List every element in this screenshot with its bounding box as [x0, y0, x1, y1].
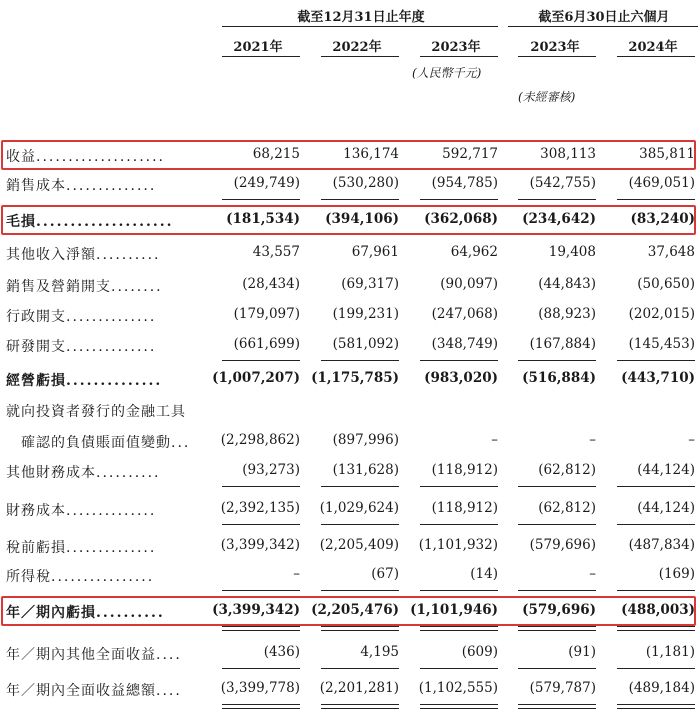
row-label: [6, 500, 156, 520]
value-2024-interim: (489,184): [628, 680, 695, 696]
row-income-tax: [0, 566, 700, 592]
value-2021: (2,392,135): [220, 500, 300, 516]
sum-rule-2021: [222, 668, 300, 669]
double-rule-2024-interim: [617, 704, 695, 709]
value-2023-annual: (954,785): [431, 175, 498, 191]
row-loss-for-period: [0, 602, 700, 628]
value-2021: 43,557: [252, 244, 300, 260]
value-2024-interim: (443,710): [621, 370, 695, 386]
value-2021: –: [293, 566, 300, 582]
value-2023-annual: (90,097): [440, 276, 498, 292]
leader-dots: ..............: [66, 309, 157, 325]
leader-dots: ...: [171, 435, 191, 451]
row-label-text: 確認的負債賬面值變動: [6, 435, 171, 451]
row-label-text: 年／期內其他全面收益: [6, 647, 156, 663]
row-selling-marketing-expenses: [0, 276, 700, 302]
sum-rule-2022: [321, 668, 399, 669]
sum-rule-2021: [222, 524, 300, 525]
sum-rule-2024-interim: [617, 360, 695, 361]
value-2023-annual: 592,717: [442, 146, 498, 162]
row-label: [6, 401, 186, 421]
sum-rule-2023-annual: [420, 360, 498, 361]
value-2021: (2,298,862): [220, 432, 300, 448]
row-label-text: 經營虧損: [6, 373, 66, 389]
year-rule-2022: [321, 56, 399, 57]
value-2024-interim: (169): [658, 566, 695, 582]
value-2023-interim: 19,408: [548, 244, 596, 260]
row-label: [6, 370, 162, 390]
row-administrative-expenses: [0, 306, 700, 332]
value-2023-interim: (516,884): [522, 370, 596, 386]
value-2021: (28,434): [242, 276, 300, 292]
value-2023-interim: (167,884): [529, 336, 596, 352]
value-2023-interim: (542,755): [529, 175, 596, 191]
value-2022: (199,231): [332, 306, 399, 322]
value-2022: (2,201,281): [319, 680, 399, 696]
unaudited-note: (未經審核): [518, 90, 576, 104]
row-rd-expenses: [0, 336, 700, 362]
year-rule-2024: [617, 56, 695, 57]
value-2024-interim: (44,124): [637, 500, 695, 516]
value-2023-annual: (983,020): [424, 370, 498, 386]
double-rule-2021: [222, 704, 300, 709]
value-2024-interim: (487,834): [628, 537, 695, 553]
row-label: [6, 211, 173, 231]
sum-rule-2023-interim: [518, 360, 596, 361]
leader-dots: ..........: [96, 465, 161, 481]
leader-dots: ..............: [66, 540, 157, 556]
value-2023-annual: (609): [461, 644, 498, 660]
sum-rule-2022: [321, 199, 399, 200]
row-label-text: 財務成本: [6, 503, 66, 519]
sum-rule-2022: [321, 486, 399, 487]
row-label: [6, 644, 182, 664]
unit-note: (人民幣千元): [412, 66, 482, 80]
value-2023-interim: –: [589, 432, 596, 448]
annual-period-header: 截至12月31日止年度: [297, 10, 425, 25]
value-2022: (69,317): [341, 276, 399, 292]
interim-period-header: 截至6月30日止六個月: [538, 10, 670, 25]
year-header-2023-annual: 2023年: [431, 40, 481, 55]
leader-dots: ....: [156, 647, 182, 663]
value-2021: (3,399,342): [212, 602, 300, 618]
value-2023-annual: (118,912): [431, 462, 498, 478]
row-label-text: 銷售成本: [6, 178, 66, 194]
double-rule-2021: [222, 626, 300, 631]
value-2022: (581,092): [332, 336, 399, 352]
value-2024-interim: 37,648: [647, 244, 695, 260]
value-2023-annual: (1,102,555): [418, 680, 498, 696]
value-2023-annual: (1,101,932): [418, 537, 498, 553]
value-2023-annual: –: [491, 432, 498, 448]
value-2024-interim: (50,650): [637, 276, 695, 292]
row-total-comprehensive-income: [0, 680, 700, 706]
value-2023-interim: (44,843): [538, 276, 596, 292]
value-2021: 68,215: [252, 146, 300, 162]
sum-rule-2023-annual: [420, 524, 498, 525]
value-2024-interim: (145,453): [628, 336, 695, 352]
sum-rule-2022: [321, 360, 399, 361]
leader-dots: ........: [111, 279, 163, 295]
sum-rule-2023-annual: [420, 668, 498, 669]
leader-dots: ..........: [96, 247, 161, 263]
double-rule-2022: [321, 626, 399, 631]
value-2021: (181,534): [226, 211, 300, 227]
double-rule-2023-interim: [518, 704, 596, 709]
year-header-2021: 2021年: [233, 40, 283, 55]
row-label-text: 年／期內全面收益總額: [6, 683, 156, 699]
value-2023-annual: (247,068): [431, 306, 498, 322]
double-rule-2023-annual: [420, 704, 498, 709]
sum-rule-2023-interim: [518, 199, 596, 200]
row-label-text: 收益: [6, 149, 36, 165]
sum-rule-2023-interim: [518, 486, 596, 487]
row-label: [6, 336, 156, 356]
row-label-text: 研發開支: [6, 339, 66, 355]
sum-rule-2024-interim: [617, 524, 695, 525]
row-financial-instruments-heading: [0, 401, 700, 427]
value-2023-interim: (62,812): [538, 462, 596, 478]
row-operating-loss: [0, 370, 700, 396]
sum-rule-2021: [222, 486, 300, 487]
value-2023-interim: –: [589, 566, 596, 582]
value-2023-interim: (579,696): [529, 537, 596, 553]
value-2023-interim: (88,923): [538, 306, 596, 322]
sum-rule-2024-interim: [617, 199, 695, 200]
leader-dots: ................: [51, 569, 155, 585]
sum-rule-2023-interim: [518, 668, 596, 669]
value-2023-interim: (579,787): [529, 680, 596, 696]
value-2021: (3,399,778): [220, 680, 300, 696]
row-label: [6, 462, 161, 482]
value-2023-annual: (118,912): [431, 500, 498, 516]
leader-dots: ....................: [36, 149, 166, 165]
value-2022: (530,280): [332, 175, 399, 191]
sum-rule-2021: [222, 199, 300, 200]
sum-rule-2024-interim: [617, 590, 695, 591]
row-label: [6, 175, 156, 195]
sum-rule-2023-interim: [518, 590, 596, 591]
row-label-text: 年／期內虧損: [6, 605, 96, 621]
leader-dots: ....: [156, 683, 182, 699]
leader-dots: ..............: [66, 503, 157, 519]
sum-rule-2022: [321, 590, 399, 591]
value-2021: (1,007,207): [212, 370, 300, 386]
value-2023-annual: (362,068): [424, 211, 498, 227]
row-other-finance-costs: [0, 462, 700, 488]
value-2022: (1,175,785): [311, 370, 399, 386]
row-label-text: 銷售及營銷開支: [6, 279, 111, 295]
value-2024-interim: (44,124): [637, 462, 695, 478]
row-label-text: 所得稅: [6, 569, 51, 585]
value-2021: (3,399,342): [220, 537, 300, 553]
sum-rule-2024-interim: [617, 668, 695, 669]
value-2021: (249,749): [233, 175, 300, 191]
value-2023-interim: (91): [568, 644, 596, 660]
leader-dots: ..............: [66, 178, 157, 194]
value-2023-annual: 64,962: [450, 244, 498, 260]
row-finance-costs: [0, 500, 700, 526]
row-label-text: 毛損: [6, 214, 36, 230]
year-header-2023-interim: 2023年: [530, 40, 580, 55]
value-2022: 4,195: [360, 644, 399, 660]
value-2022: (67): [371, 566, 399, 582]
row-label: [6, 306, 156, 326]
row-other-comprehensive-income: [0, 644, 700, 670]
value-2024-interim: (83,240): [630, 211, 695, 227]
value-2022: 136,174: [343, 146, 399, 162]
sum-rule-2021: [222, 590, 300, 591]
row-label: [6, 537, 156, 557]
value-2022: (897,996): [332, 432, 399, 448]
sum-rule-2022: [321, 524, 399, 525]
value-2023-interim: (62,812): [538, 500, 596, 516]
row-label: [6, 680, 182, 700]
value-2024-interim: (1,181): [645, 644, 695, 660]
year-header-2024-interim: 2024年: [628, 40, 678, 55]
annual-header-rule: [222, 26, 498, 27]
value-2023-interim: (579,696): [522, 602, 596, 618]
row-liability-carrying-change: [0, 432, 700, 458]
double-rule-2023-annual: [420, 626, 498, 631]
value-2022: (2,205,476): [311, 602, 399, 618]
row-label-text: 就向投資者發行的金融工具: [6, 404, 186, 420]
value-2021: (436): [263, 644, 300, 660]
value-2024-interim: (469,051): [628, 175, 695, 191]
row-other-income-net: [0, 244, 700, 270]
sum-rule-2023-annual: [420, 590, 498, 591]
interim-header-rule: [508, 26, 698, 27]
row-label: [6, 432, 190, 452]
year-rule-2023a: [420, 56, 498, 57]
sum-rule-2023-annual: [420, 486, 498, 487]
row-revenue: [0, 146, 700, 172]
row-label-text: 行政開支: [6, 309, 66, 325]
value-2022: 67,961: [351, 244, 399, 260]
year-rule-2021: [222, 56, 300, 57]
value-2024-interim: (202,015): [628, 306, 695, 322]
year-header-2022: 2022年: [332, 40, 382, 55]
leader-dots: ..............: [66, 339, 157, 355]
value-2023-annual: (348,749): [431, 336, 498, 352]
value-2021: (179,097): [233, 306, 300, 322]
value-2023-annual: (1,101,946): [410, 602, 498, 618]
leader-dots: ....................: [36, 214, 174, 230]
value-2024-interim: –: [688, 432, 695, 448]
row-cost-of-sales: [0, 175, 700, 201]
row-label: [6, 276, 163, 296]
value-2024-interim: (488,003): [621, 602, 695, 618]
row-label-text: 其他收入淨額: [6, 247, 96, 263]
value-2024-interim: 385,811: [639, 146, 695, 162]
row-label: [6, 566, 154, 586]
value-2023-interim: 308,113: [540, 146, 596, 162]
sum-rule-2024-interim: [617, 486, 695, 487]
value-2022: (131,628): [332, 462, 399, 478]
sum-rule-2023-annual: [420, 199, 498, 200]
value-2021: (93,273): [242, 462, 300, 478]
value-2022: (394,106): [325, 211, 399, 227]
value-2023-annual: (14): [470, 566, 498, 582]
row-loss-before-tax: [0, 537, 700, 563]
row-label-text: 其他財務成本: [6, 465, 96, 481]
row-label: [6, 602, 165, 622]
double-rule-2023-interim: [518, 626, 596, 631]
value-2021: (661,699): [233, 336, 300, 352]
sum-rule-2021: [222, 360, 300, 361]
leader-dots: ..........: [96, 605, 165, 621]
value-2023-interim: (234,642): [522, 211, 596, 227]
sum-rule-2023-interim: [518, 524, 596, 525]
row-label: [6, 146, 165, 166]
double-rule-2024-interim: [617, 626, 695, 631]
row-gross-loss: [0, 211, 700, 237]
leader-dots: ..............: [66, 373, 163, 389]
year-rule-2023i: [518, 56, 596, 57]
double-rule-2022: [321, 704, 399, 709]
value-2022: (2,205,409): [319, 537, 399, 553]
value-2022: (1,029,624): [319, 500, 399, 516]
row-label: [6, 244, 161, 264]
row-label-text: 稅前虧損: [6, 540, 66, 556]
